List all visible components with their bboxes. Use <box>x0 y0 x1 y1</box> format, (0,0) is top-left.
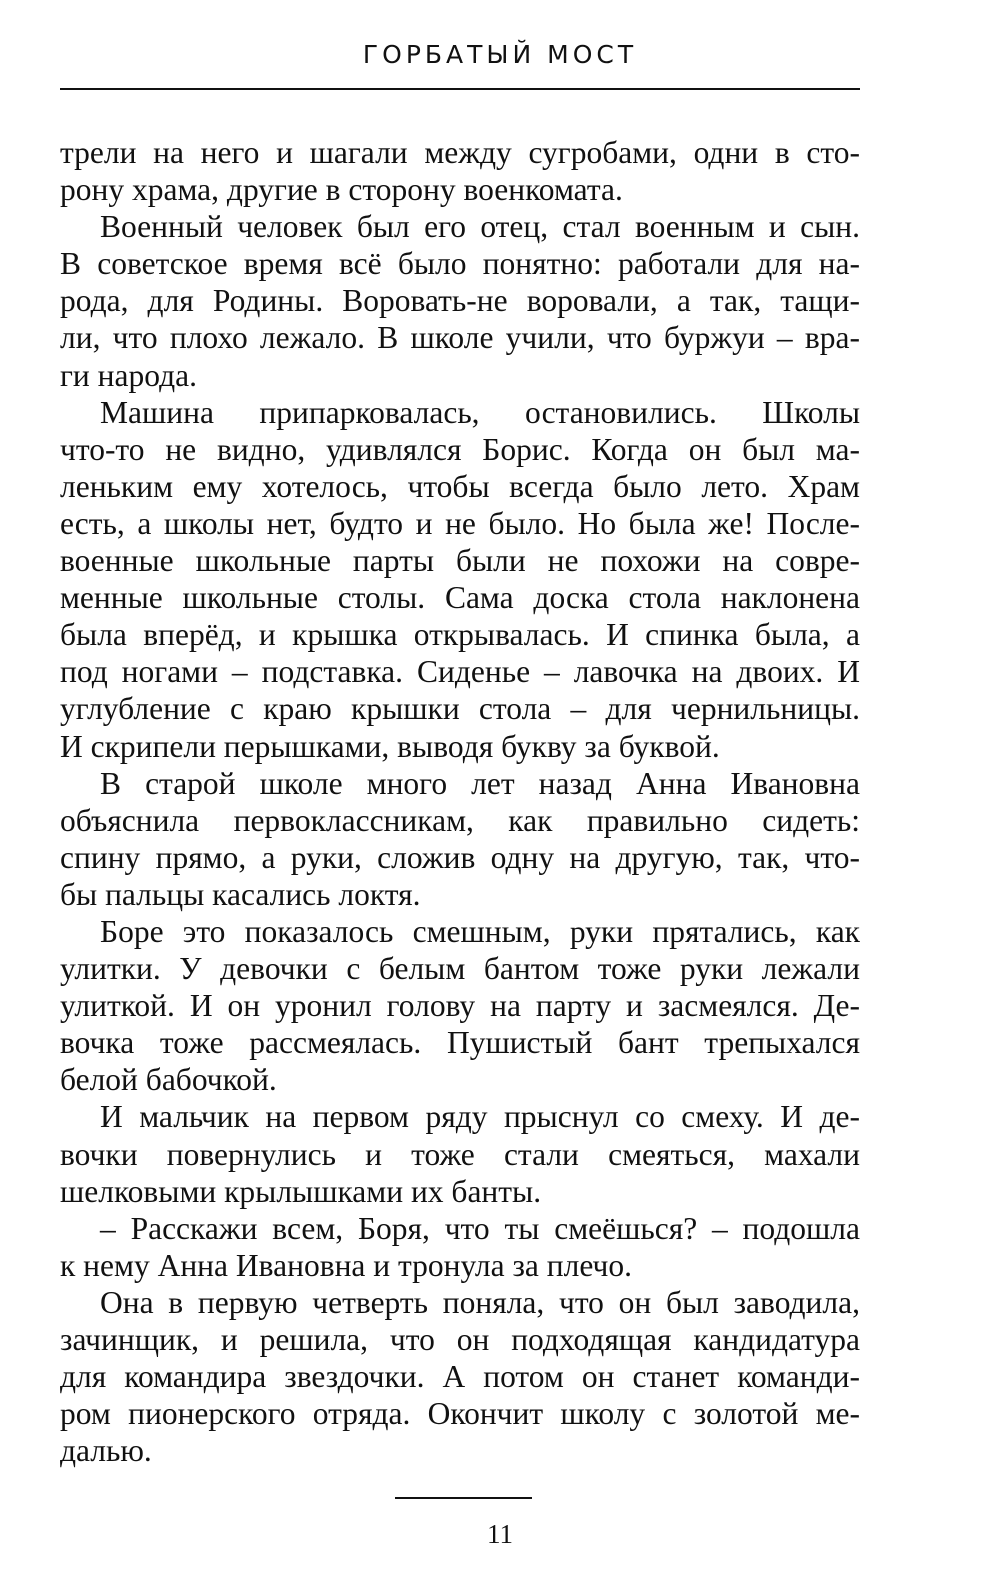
page-number: 11 <box>487 1519 513 1549</box>
text-line: вочка тоже рассмеялась. Пушистый бант трепыхался <box>60 1025 860 1061</box>
text-line: была вперёд, и крышка открывалась. И спинка была, а <box>60 617 860 653</box>
text-line: к нему Анна Ивановна и тронула за плечо. <box>60 1247 632 1283</box>
text-line: ги народа. <box>60 357 197 393</box>
text-line: далью. <box>60 1433 152 1469</box>
text-line: Боре это показалось смешным, руки прятались, как <box>100 913 860 949</box>
text-line: трели на него и шагали между сугробами, одни в сто- <box>60 135 860 170</box>
text-line: рону храма, другие в сторону военкомата. <box>60 172 623 208</box>
text-line: Она в первую четверть поняла, что он был заводила, <box>100 1284 860 1320</box>
footer-rule <box>395 1497 532 1499</box>
text-line: под ногами – подставка. Сиденье – лавочка на двоих. И <box>60 654 860 690</box>
text-line: что-то не видно, удивлялся Борис. Когда он был ма- <box>60 431 860 467</box>
text-line: зачинщик, и решила, что он подходящая кандидатура <box>60 1322 860 1357</box>
text-line: Военный человек был его отец, стал военным и сын. <box>100 209 860 245</box>
text-line: военные школьные парты были не похожи на совре- <box>60 543 860 579</box>
text-line: леньким ему хотелось, чтобы всегда было лето. Храм <box>60 468 860 504</box>
text-line: И скрипели перышками, выводя букву за буквой. <box>60 728 720 764</box>
text-line: ли, что плохо лежало. В школе учили, что буржуи – вра- <box>60 320 860 356</box>
text-line: объяснила первоклассникам, как правильно сидеть: <box>60 802 860 838</box>
text-line: спину прямо, а руки, сложив одну на другую, так, что- <box>60 839 860 875</box>
header-rule <box>60 88 860 90</box>
text-line: бы пальцы касались локтя. <box>60 876 421 912</box>
text-line: улиткой. И он уронил голову на парту и засмеялся. Де- <box>60 988 860 1024</box>
text-line: углубление с краю крышки стола – для чернильницы. <box>60 691 860 727</box>
text-line: для командира звездочки. А потом он станет команди- <box>60 1359 860 1395</box>
text-line: шелковыми крылышками их банты. <box>60 1173 542 1209</box>
text-line: рода, для Родины. Воровать-не воровали, а так, тащи- <box>60 283 860 319</box>
running-head: ГОРБАТЫЙ МОСТ <box>362 40 638 69</box>
text-line: Машина припарковалась, остановились. Школы <box>100 394 860 430</box>
text-line: В советское время всё было понятно: работали для на- <box>60 246 860 282</box>
text-line: В старой школе много лет назад Анна Ивановна <box>100 765 860 801</box>
text-line: есть, а школы нет, будто и не было. Но была же! После- <box>60 505 860 541</box>
text-line: вочки повернулись и тоже стали смеяться, махали <box>60 1136 860 1172</box>
text-line: – Расскажи всем, Боря, что ты смеёшься? – подошла <box>100 1210 860 1246</box>
text-line: белой бабочкой. <box>60 1062 277 1098</box>
text-line: улитки. У девочки с белым бантом тоже руки лежали <box>60 951 860 987</box>
text-line: ром пионерского отряда. Окончит школу с золотой ме- <box>60 1396 860 1432</box>
body-text <box>60 134 860 1469</box>
text-line: И мальчик на первом ряду прыснул со смеху. И де- <box>100 1099 860 1135</box>
text-line: менные школьные столы. Сама доска стола наклонена <box>60 580 860 616</box>
